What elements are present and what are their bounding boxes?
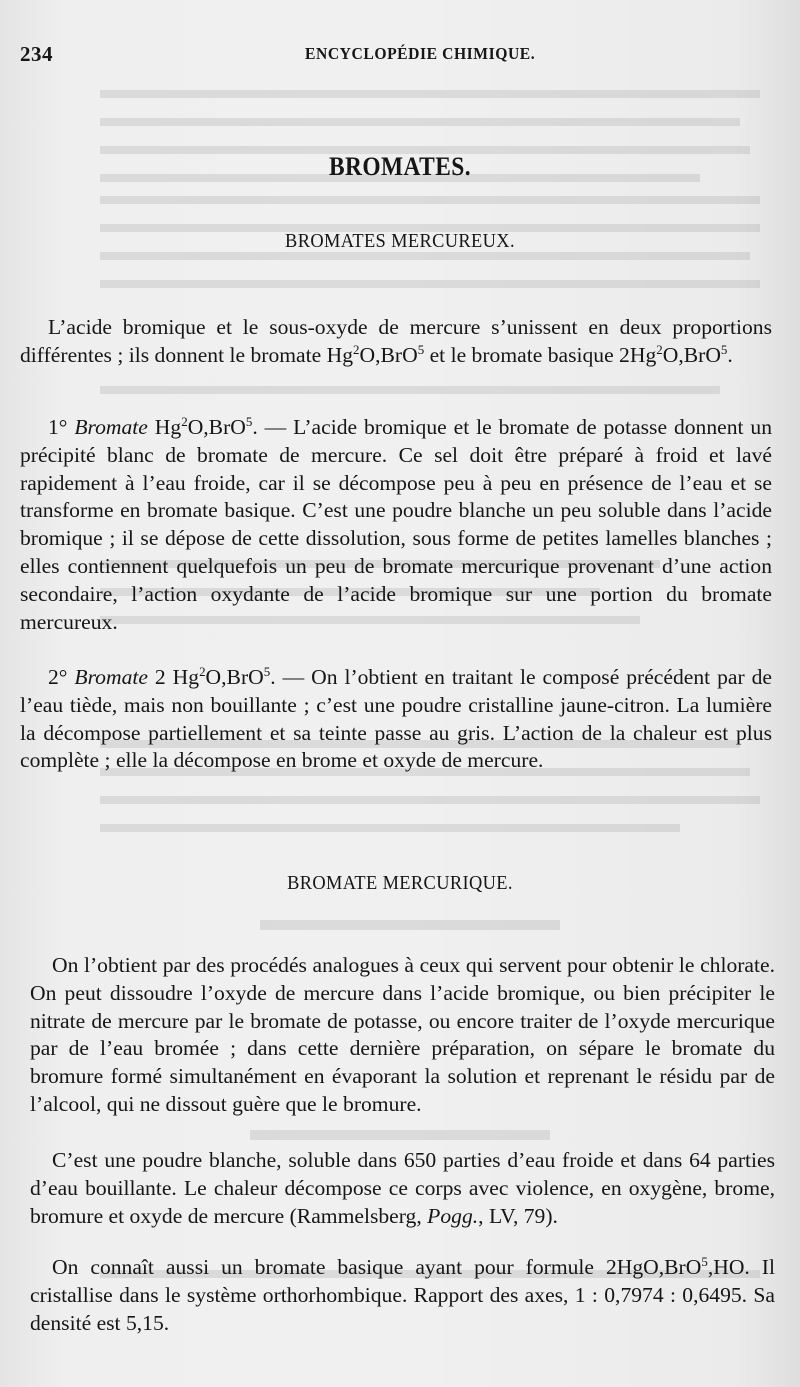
mercurique-prep-paragraph: On l’obtient par des procédés analogues à ceux qui servent pour obtenir le chlorate. On peut dissoudre l’oxyde de mercure dans l’acide bromique, ou bien précipiter le nitrate de mercure par le bromate de potasse, ou encore traiter de l’oxyde mercurique par de l’eau bromée ; dans cette dernière préparation, on sépare le bromate du bromure formé simultanément en évaporant la solution et reprenant le résidu par de l’alcool, qui ne dissout guère que le bromure.	[30, 953, 775, 1116]
citation-italic: Pogg.	[427, 1203, 479, 1228]
running-header	[20, 42, 780, 72]
mercurique-properties-paragraph: C’est une poudre blanche, soluble dans 650 parties d’eau froide et dans 64 parties d’eau bouillante. Le chaleur décompose ce corps avec violence, en oxygène, brome, bromure et oxyde de mercure (Rammelsberg, Pogg., LV, 79).	[30, 1148, 775, 1228]
item-number: 1°	[48, 415, 68, 439]
basic-bromate-paragraph: On connaît aussi un bromate basique ayant pour formule 2HgO,BrO$^5$,HO. Il cristallise dans le système orthorhombique. Rapport des axes, 1 : 0,7974 : 0,6495. Sa densité est 5,15.	[30, 1254, 775, 1335]
bromate-1-paragraph: 1° Bromate Hg$^2$O,BrO$^5$. — L’acide bromique et le bromate de potasse donnent un précipité blanc de bromate de mercure. Ce sel doit être préparé à froid et lavé rapidement à l’eau froide, car il se décompose peu à peu en présence de l’eau et se transforme en bromate basique. C’est une poudre blanche un peu soluble dans l’acide bromique ; il se dépose de cette dissolution, sous forme de petites lamelles blanches ; elles contiennent quelquefois un peu de bromate mercurique provenant d’une action secondaire, l’action oxydante de l’acide bromique sur une portion du bromate mercureux.	[20, 414, 772, 634]
section-heading-mercureux: BROMATES MERCUREUX.	[285, 230, 515, 252]
item-label: Bromate	[74, 665, 148, 689]
intro-paragraph: L’acide bromique et le sous-oxyde de mercure s’unissent en deux proportions différentes ; ils donnent le bromate Hg$^2$O,BrO$^5$ et le bromate basique 2Hg$^2$O,BrO$^5$.	[20, 315, 772, 367]
item-label: Bromate	[74, 415, 148, 439]
bromate-2-paragraph: 2° Bromate 2 Hg$^2$O,BrO$^5$. — On l’obtient en traitant le composé précédent par de l’eau tiède, mais non bouillante ; c’est une poudre cristalline jaune-citron. La lumière la décompose partiellement et sa teinte passe au gris. L’action de la chaleur est plus complète ; elle la décompose en brome et oxyde de mercure.	[20, 664, 772, 773]
main-heading: BROMATES.	[328, 152, 472, 181]
section-heading-mercurique: BROMATE MERCURIQUE.	[287, 872, 513, 894]
running-head-title: ENCYCLOPÉDIE CHIMIQUE.	[305, 44, 536, 63]
page-number: 234	[20, 42, 53, 66]
item-number: 2°	[48, 665, 68, 689]
